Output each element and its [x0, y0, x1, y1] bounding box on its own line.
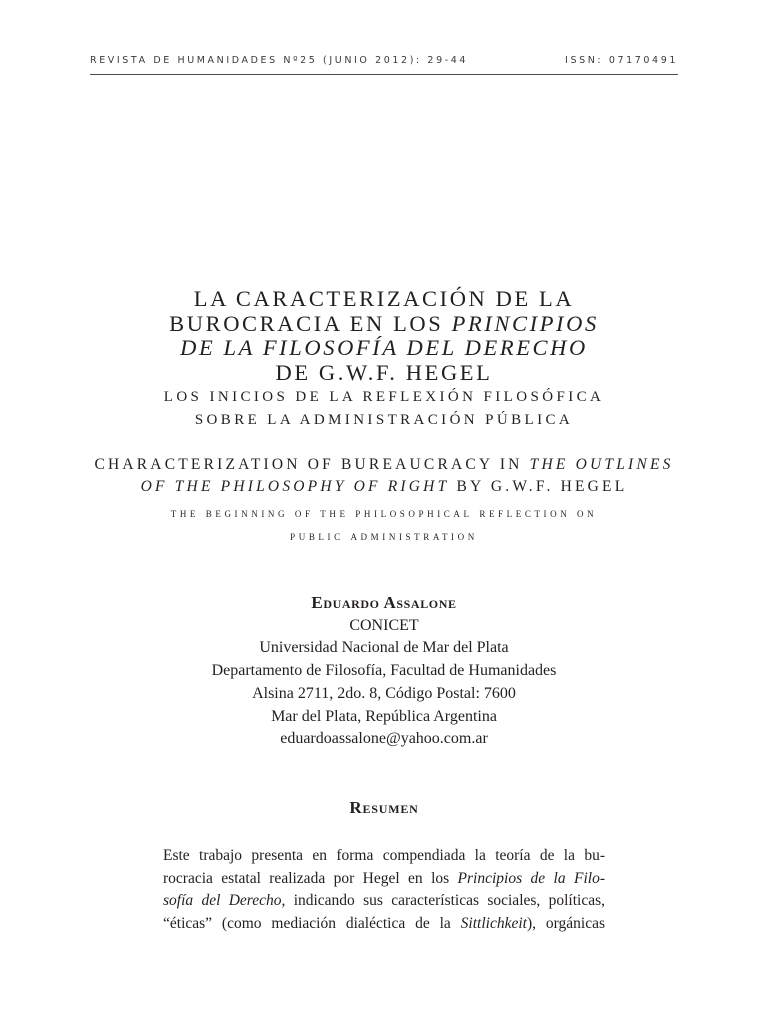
title-es-line-3-italic: DE LA FILOSOFÍA DEL DERECHO: [180, 335, 588, 360]
title-es-line-2-plain: BUROCRACIA EN LOS: [169, 310, 452, 336]
abstract-line-4-plain-b: ), orgánicas: [526, 915, 605, 933]
issn-label: ISSN: 07170491: [565, 55, 678, 66]
abstract-line-4-italic: Sittlichkeit: [460, 915, 527, 933]
abstract-line-2-italic: Principios de la Filo-: [457, 869, 605, 887]
article-subtitle-spanish: [0, 386, 768, 431]
subtitle-en-line-1: the beginning of the philosophical reflection on: [170, 506, 598, 520]
abstract-line-1: Este trabajo presenta en forma compendiada la teoría de la bu-: [163, 847, 605, 864]
author-name: Eduardo Assalone: [311, 593, 457, 612]
affiliation-2: Universidad Nacional de Mar del Plata: [259, 639, 509, 657]
journal-citation: REVISTA DE HUMANIDADES Nº25 (JUNIO 2012): 29-44: [90, 55, 469, 66]
title-en-line-2-plain: BY G.W.F. HEGEL: [449, 478, 628, 495]
header-rule: [90, 74, 678, 75]
title-es-line-4: DE G.W.F. HEGEL: [275, 359, 493, 385]
subtitle-en-line-2: public administration: [290, 529, 478, 543]
author-block: [0, 592, 768, 751]
resumen-heading: Resumen: [349, 798, 419, 817]
abstract-line-4-plain-a: “éticas” (como mediación dialéctica de la: [163, 915, 461, 933]
running-header: [90, 55, 678, 66]
abstract-line-3-italic: sofía del Derecho: [163, 892, 282, 910]
abstract-line-4: [163, 913, 605, 936]
title-es-line-3: [0, 336, 768, 361]
author-email: eduardoassalone@yahoo.com.ar: [280, 730, 488, 748]
affiliation-3: Departamento de Filosofía, Facultad de Humanidades: [211, 662, 557, 680]
title-en-line-1-italic: THE OUTLINES: [529, 456, 674, 473]
title-en-line-2: [0, 476, 768, 498]
article-subtitle-english: [0, 502, 768, 548]
abstract-line-2: [163, 868, 605, 891]
abstract-line-2-plain: rocracia estatal realizada por Hegel en los: [163, 869, 458, 887]
affiliation-1: CONICET: [349, 616, 419, 634]
title-es-line-2-italic: PRINCIPIOS: [451, 310, 599, 336]
abstract-line-3-plain: , indicando sus características sociales, políticas,: [281, 892, 605, 910]
address-line-1: Alsina 2711, 2do. 8, Código Postal: 7600: [252, 684, 516, 702]
article-title-english: [0, 454, 768, 498]
subtitle-es-line-1: LOS INICIOS DE LA REFLEXIÓN FILOSÓFICA: [163, 389, 605, 405]
abstract-line-3: [163, 890, 605, 913]
title-en-line-1: [0, 454, 768, 476]
address-line-2: Mar del Plata, República Argentina: [271, 707, 497, 725]
subtitle-es-line-2: SOBRE LA ADMINISTRACIÓN PÚBLICA: [194, 411, 574, 428]
title-en-line-1-plain: CHARACTERIZATION OF BUREAUCRACY IN: [94, 456, 530, 473]
abstract-body: [163, 845, 605, 936]
article-title-spanish: [0, 287, 768, 385]
title-es-line-1: LA CARACTERIZACIÓN DE LA: [193, 286, 575, 311]
title-en-line-2-italic: OF THE PHILOSOPHY OF RIGHT: [140, 478, 450, 495]
title-es-line-2: [0, 312, 768, 337]
